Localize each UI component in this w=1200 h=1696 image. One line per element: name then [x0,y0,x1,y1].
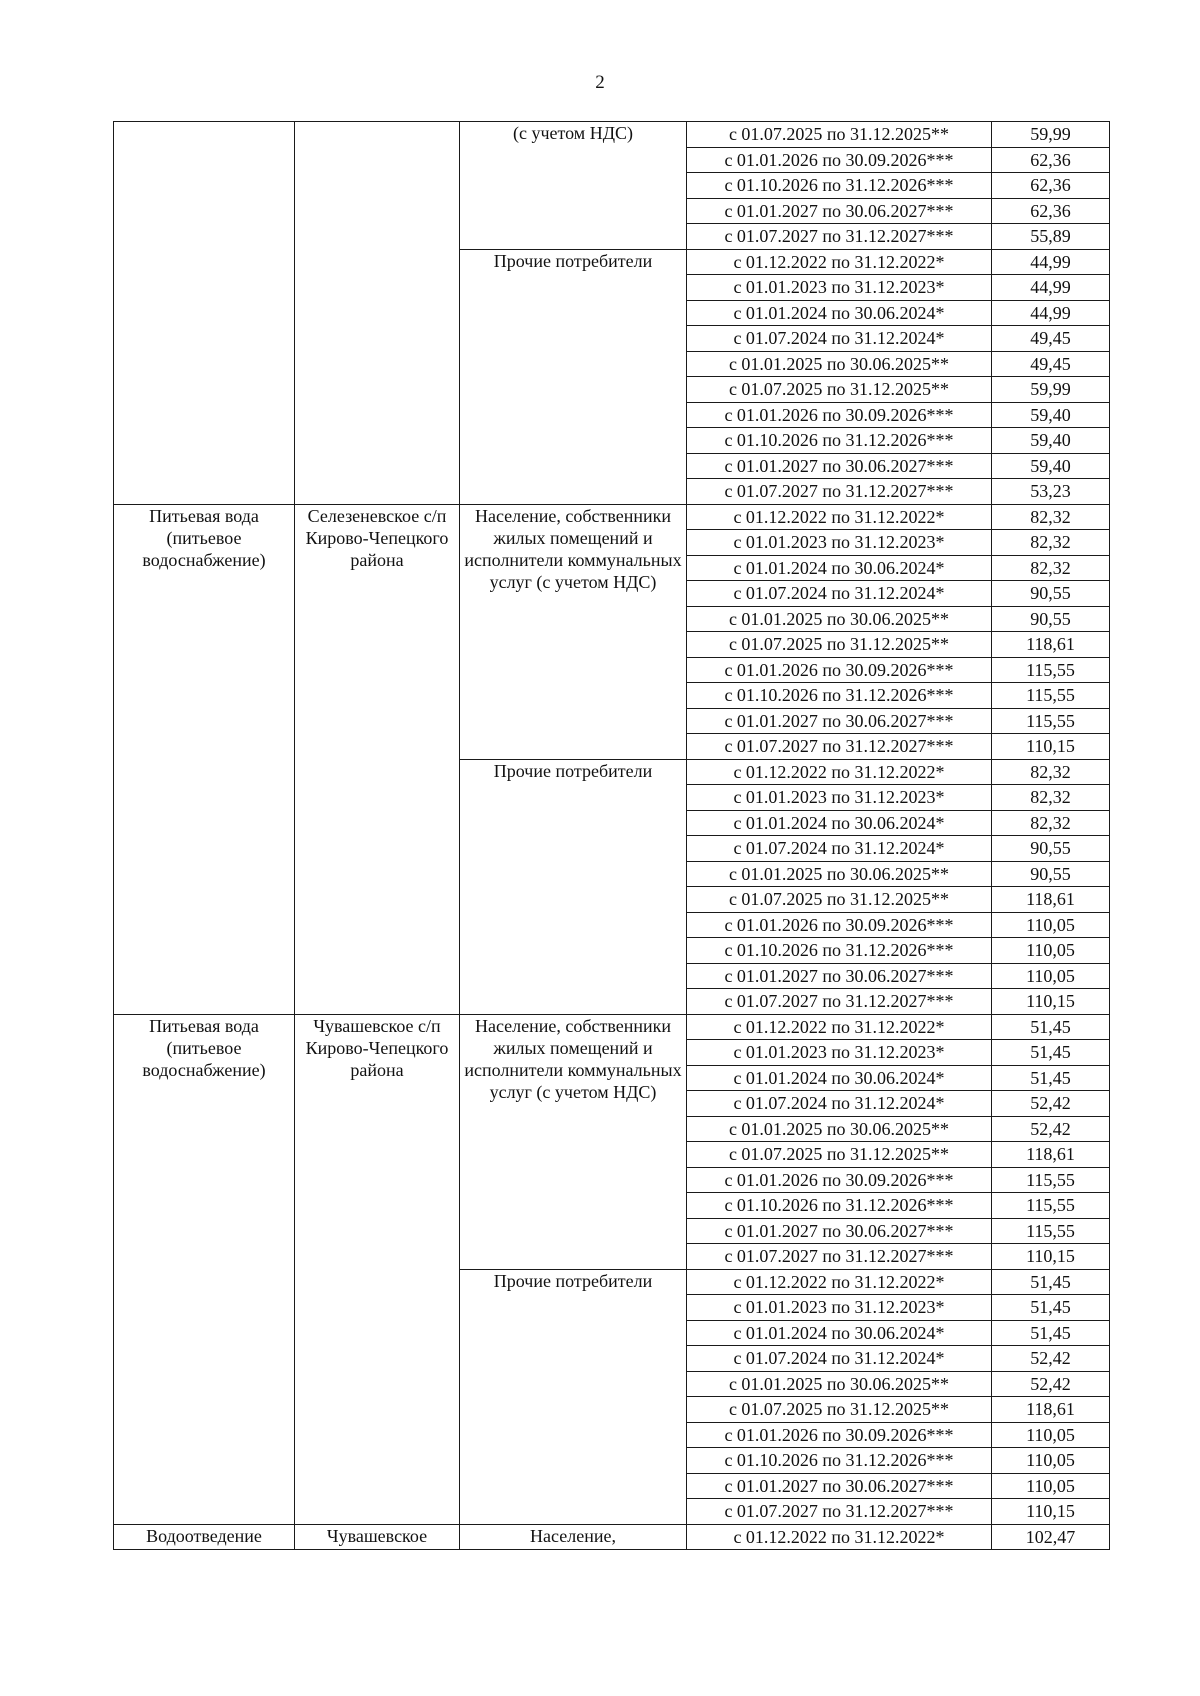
service-cell [114,122,295,505]
period-cell: с 01.01.2023 по 31.12.2023* [687,530,992,556]
tariff-value-cell: 118,61 [992,887,1110,913]
tariff-value-cell: 110,15 [992,1244,1110,1270]
period-cell: с 01.01.2026 по 30.09.2026*** [687,912,992,938]
consumer-cell: Население, собственники жилых помещений и исполнители коммунальных услуг (с учетом НДС) [460,504,687,759]
tariff-value-cell: 82,32 [992,504,1110,530]
tariff-value-cell: 59,40 [992,402,1110,428]
period-cell: с 01.01.2026 по 30.09.2026*** [687,402,992,428]
period-cell: с 01.01.2026 по 30.09.2026*** [687,147,992,173]
tariff-value-cell: 82,32 [992,759,1110,785]
tariff-value-cell: 62,36 [992,198,1110,224]
period-cell: с 01.07.2024 по 31.12.2024* [687,1091,992,1117]
tariff-value-cell: 110,05 [992,938,1110,964]
period-cell: с 01.12.2022 по 31.12.2022* [687,249,992,275]
period-cell: с 01.07.2025 по 31.12.2025** [687,377,992,403]
tariff-value-cell: 49,45 [992,326,1110,352]
tariff-value-cell: 82,32 [992,810,1110,836]
tariff-value-cell: 62,36 [992,147,1110,173]
tariff-value-cell: 90,55 [992,861,1110,887]
period-cell: с 01.01.2024 по 30.06.2024* [687,810,992,836]
period-cell: с 01.01.2025 по 30.06.2025** [687,351,992,377]
tariff-value-cell: 59,99 [992,377,1110,403]
period-cell: с 01.12.2022 по 31.12.2022* [687,1269,992,1295]
tariff-value-cell: 82,32 [992,530,1110,556]
period-cell: с 01.07.2025 по 31.12.2025** [687,1142,992,1168]
service-cell: Питьевая вода (питьевое водоснабжение) [114,1014,295,1524]
consumer-cell: Прочие потребители [460,1269,687,1524]
table-row [114,504,1110,530]
tariff-value-cell: 51,45 [992,1040,1110,1066]
period-cell: с 01.07.2025 по 31.12.2025** [687,887,992,913]
tariff-value-cell: 118,61 [992,1142,1110,1168]
period-cell: с 01.10.2026 по 31.12.2026*** [687,428,992,454]
tariff-value-cell: 110,15 [992,989,1110,1015]
period-cell: с 01.01.2025 по 30.06.2025** [687,861,992,887]
service-cell: Водоотведение [114,1524,295,1550]
tariff-value-cell: 110,05 [992,1473,1110,1499]
period-cell: с 01.07.2027 по 31.12.2027*** [687,989,992,1015]
tariff-value-cell: 52,42 [992,1091,1110,1117]
tariff-value-cell: 49,45 [992,351,1110,377]
period-cell: с 01.01.2026 по 30.09.2026*** [687,657,992,683]
period-cell: с 01.01.2024 по 30.06.2024* [687,1320,992,1346]
period-cell: с 01.01.2023 по 31.12.2023* [687,785,992,811]
period-cell: с 01.10.2026 по 31.12.2026*** [687,1193,992,1219]
period-cell: с 01.01.2024 по 30.06.2024* [687,300,992,326]
table-row [114,1524,1110,1550]
table-row [114,122,1110,148]
tariff-value-cell: 110,05 [992,1422,1110,1448]
period-cell: с 01.01.2027 по 30.06.2027*** [687,708,992,734]
period-cell: с 01.01.2027 по 30.06.2027*** [687,1218,992,1244]
tariff-value-cell: 52,42 [992,1371,1110,1397]
period-cell: с 01.07.2027 по 31.12.2027*** [687,479,992,505]
period-cell: с 01.01.2023 по 31.12.2023* [687,1040,992,1066]
tariff-value-cell: 51,45 [992,1065,1110,1091]
tariff-value-cell: 55,89 [992,224,1110,250]
tariff-value-cell: 115,55 [992,1167,1110,1193]
tariff-value-cell: 90,55 [992,606,1110,632]
period-cell: с 01.01.2023 по 31.12.2023* [687,275,992,301]
tariff-value-cell: 110,15 [992,1499,1110,1525]
territory-cell: Селезеневское с/п Кирово-Чепецкого района [295,504,460,1014]
tariff-value-cell: 118,61 [992,632,1110,658]
period-cell: с 01.10.2026 по 31.12.2026*** [687,938,992,964]
tariff-table-body [114,122,1110,1550]
tariff-value-cell: 110,05 [992,912,1110,938]
tariff-value-cell: 110,15 [992,734,1110,760]
period-cell: с 01.10.2026 по 31.12.2026*** [687,683,992,709]
service-cell: Питьевая вода (питьевое водоснабжение) [114,504,295,1014]
period-cell: с 01.07.2027 по 31.12.2027*** [687,1244,992,1270]
tariff-value-cell: 52,42 [992,1346,1110,1372]
period-cell: с 01.12.2022 по 31.12.2022* [687,759,992,785]
tariff-value-cell: 59,40 [992,453,1110,479]
tariff-value-cell: 118,61 [992,1397,1110,1423]
period-cell: с 01.07.2025 по 31.12.2025** [687,122,992,148]
tariff-value-cell: 115,55 [992,1193,1110,1219]
tariff-value-cell: 51,45 [992,1320,1110,1346]
tariff-value-cell: 82,32 [992,785,1110,811]
period-cell: с 01.01.2026 по 30.09.2026*** [687,1422,992,1448]
period-cell: с 01.07.2024 по 31.12.2024* [687,326,992,352]
tariff-value-cell: 90,55 [992,581,1110,607]
tariff-value-cell: 52,42 [992,1116,1110,1142]
period-cell: с 01.07.2027 по 31.12.2027*** [687,734,992,760]
tariff-value-cell: 102,47 [992,1524,1110,1550]
period-cell: с 01.01.2025 по 30.06.2025** [687,1371,992,1397]
period-cell: с 01.12.2022 по 31.12.2022* [687,1524,992,1550]
period-cell: с 01.01.2024 по 30.06.2024* [687,1065,992,1091]
tariff-value-cell: 115,55 [992,657,1110,683]
tariff-value-cell: 115,55 [992,683,1110,709]
tariff-value-cell: 62,36 [992,173,1110,199]
period-cell: с 01.07.2024 по 31.12.2024* [687,581,992,607]
tariff-value-cell: 82,32 [992,555,1110,581]
tariff-table [113,121,1110,1550]
period-cell: с 01.12.2022 по 31.12.2022* [687,1014,992,1040]
period-cell: с 01.07.2025 по 31.12.2025** [687,1397,992,1423]
period-cell: с 01.01.2025 по 30.06.2025** [687,606,992,632]
consumer-cell: Прочие потребители [460,759,687,1014]
territory-cell: Чувашевское [295,1524,460,1550]
period-cell: с 01.01.2027 по 30.06.2027*** [687,198,992,224]
period-cell: с 01.07.2025 по 31.12.2025** [687,632,992,658]
period-cell: с 01.10.2026 по 31.12.2026*** [687,173,992,199]
period-cell: с 01.01.2027 по 30.06.2027*** [687,1473,992,1499]
tariff-value-cell: 51,45 [992,1295,1110,1321]
tariff-value-cell: 53,23 [992,479,1110,505]
period-cell: с 01.01.2023 по 31.12.2023* [687,1295,992,1321]
tariff-value-cell: 44,99 [992,249,1110,275]
territory-cell: Чувашевское с/п Кирово-Чепецкого района [295,1014,460,1524]
period-cell: с 01.01.2025 по 30.06.2025** [687,1116,992,1142]
tariff-value-cell: 59,99 [992,122,1110,148]
tariff-value-cell: 110,05 [992,963,1110,989]
period-cell: с 01.07.2027 по 31.12.2027*** [687,224,992,250]
tariff-value-cell: 110,05 [992,1448,1110,1474]
territory-cell [295,122,460,505]
period-cell: с 01.01.2027 по 30.06.2027*** [687,963,992,989]
period-cell: с 01.01.2026 по 30.09.2026*** [687,1167,992,1193]
tariff-value-cell: 51,45 [992,1014,1110,1040]
page-number: 2 [595,72,605,93]
period-cell: с 01.12.2022 по 31.12.2022* [687,504,992,530]
period-cell: с 01.07.2024 по 31.12.2024* [687,1346,992,1372]
consumer-cell: Прочие потребители [460,249,687,504]
table-row [114,1014,1110,1040]
tariff-value-cell: 44,99 [992,275,1110,301]
tariff-value-cell: 59,40 [992,428,1110,454]
period-cell: с 01.07.2024 по 31.12.2024* [687,836,992,862]
tariff-value-cell: 115,55 [992,708,1110,734]
tariff-value-cell: 51,45 [992,1269,1110,1295]
period-cell: с 01.07.2027 по 31.12.2027*** [687,1499,992,1525]
consumer-cell: Население, собственники жилых помещений и исполнители коммунальных услуг (с учетом НДС) [460,1014,687,1269]
period-cell: с 01.01.2024 по 30.06.2024* [687,555,992,581]
tariff-value-cell: 44,99 [992,300,1110,326]
tariff-value-cell: 90,55 [992,836,1110,862]
period-cell: с 01.10.2026 по 31.12.2026*** [687,1448,992,1474]
period-cell: с 01.01.2027 по 30.06.2027*** [687,453,992,479]
consumer-cell: Население, [460,1524,687,1550]
tariff-value-cell: 115,55 [992,1218,1110,1244]
consumer-cell: (с учетом НДС) [460,122,687,250]
